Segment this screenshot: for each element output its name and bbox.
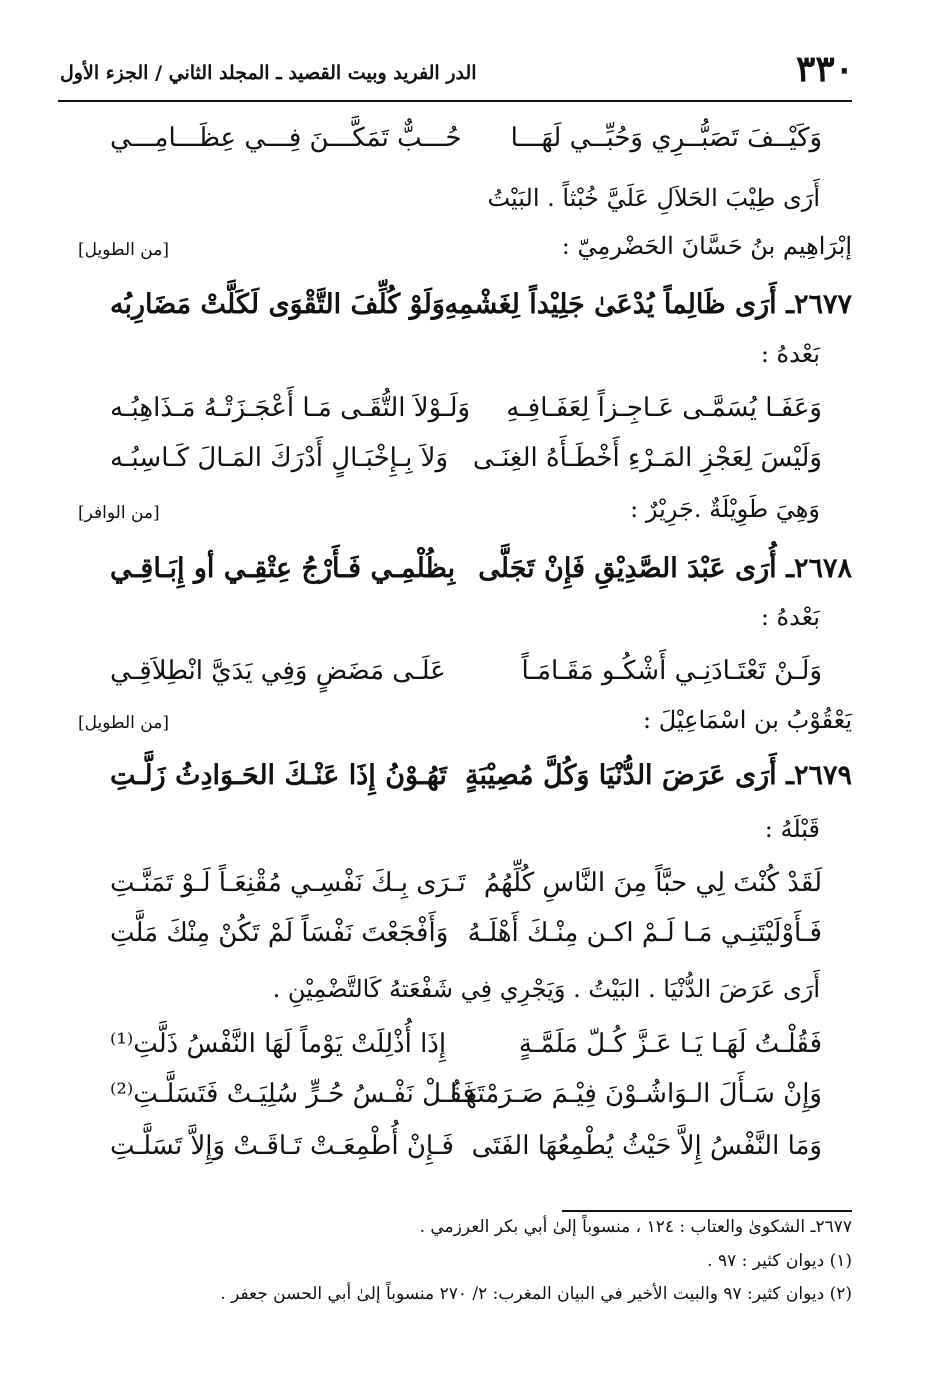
header-rule [58,100,852,102]
second-hemistich: تَهُـوْنُ إِذَا عَنْـكَ الحَـوَادِثُ زَلَّـتِ [110,760,447,791]
first-hemistich: وَعَفَـا يُسَمَّـى عَـاجِـزاً لِعَفَـافِـهِ [506,393,822,423]
first-hemistich: وَلَـنْ تَعْتَـادَنِـي أَشْكُـو مَقَـامَـاً [521,656,822,686]
first-hemistich: وَلَيْسَ لِعَجْزِ المَـرْءِ أَخْطَـأَهُ الغِنَـى [472,443,822,473]
second-hemistich: إِذَا أُذْلِلَتْ يَوْماً لَهَا النَّفْسُ ذَلَّتِ⁽¹⁾ [110,1029,447,1059]
prose-line: وَهِيَ طَوِيْلَةٌ .جَرِيْرٌ : [630,495,820,523]
page-header [60,48,854,96]
footnote-rule [562,1210,852,1212]
first-hemistich: ٢٦٧٧ـ أَرَى ظَالِماً يُدْعَىٰ جَلِيْداً لِغَشْمِهِ [444,289,852,320]
footnote: ٢٦٧٧ـ الشكوىٰ والعتاب : ١٢٤ ، منسوباً إلىٰ أبي بكر العرزمي . [419,1217,852,1237]
second-hemistich: وَلَـوْلاَ التُّقَـى مَـا أَعْجَـزَتْـهُ مَـذَاهِبُـه [110,393,471,423]
page-number: ٣٣٠ [795,48,854,90]
first-hemistich: ٢٦٧٨ـ أُرَى عَبْدَ الصَّدِيْقِ فَإِنْ تَجَلَّى [478,553,852,584]
second-hemistich: حُـــبٌّ تَمَكَّـــنَ فِـــي عِظَـــامِـــي [110,123,462,153]
second-hemistich: وَأَفْجَعْتَ نَفْسَاً لَمْ تَكُنْ مِنْكَ مَلَّتِ [110,918,449,948]
prose-line: أَرَى عَرَضَ الدُّنْيَا . البَيْتُ . وَيَجْرِي فِي شَفْعَتهُ كَالتَّضْمِيْنِ . [272,975,820,1003]
prose-line: أَرَى طِيْبَ الحَلاَلِ عَلَيَّ خُبْثاً . البَيْتُ [487,184,820,212]
first-hemistich: وَكَيْــفَ تَصَبُّــرِي وَحُبِّــي لَهَـــا [510,123,822,153]
first-hemistich: ٢٦٧٩ـ أَرَى عَرَضَ الدُّنْيَا وَكُلَّ مُصِيْبَةٍ [464,760,852,791]
first-hemistich: لَقَدْ كُنْتَ لِي حبَّاً مِنَ النَّاسِ كُلِّهُمُ [483,868,822,898]
meter-label: [من الطويل] [78,240,169,260]
second-hemistich: وَلاَ بِـإِخْبَـالٍ أَدْرَكَ المَـالَ كَـاسِبُـه [110,443,449,473]
prose-line: قَبْلَهُ : [764,815,820,843]
first-hemistich: وَمَا النَّفْسُ إِلاَّ حَيْثُ يُطْمِعُهَا الفَتَى [471,1131,822,1161]
meter-label: [من الوافر] [78,503,160,523]
second-hemistich: عَلَـى مَضَضٍ وَفِي يَدَيَّ انْطِلاَقِـي [110,656,446,686]
first-hemistich: فَـأَوْلَيْتَنِـي مَـا لَـمْ اكـن مِنْـكَ أَهْلَـهُ [467,918,822,948]
second-hemistich: فَقُـلْ نَفْـسُ حُـرٍّ سُلِيَـتْ فَتَسَلَّـتِ⁽²⁾ [110,1079,475,1109]
prose-line: بَعْدهُ : [760,340,820,368]
footnote: (٢) ديوان كثير: ٩٧ والبيت الأخير في البيان المغرب: ٢/ ٢٧٠ منسوباً إلىٰ أبي الحسن جعفر . [220,1284,852,1304]
poet-line: يَعْقُوْبُ بن اسْمَاعِيْلَ : [642,706,852,734]
prose-line: بَعْدهُ : [760,603,820,631]
second-hemistich: وَلَوْ كُلِّفَ التَّقْوَى لَكَلَّتْ مَضَارِبُه [110,289,445,320]
running-title: الدر الفريد وبيت القصيد ـ المجلد الثاني / الجزء الأول [60,62,477,84]
footnote: (١) ديوان كثير : ٩٧ . [707,1251,852,1271]
second-hemistich: تَـرَى بِـكَ نَفْسِـي مُقْنِعَـاً لَـوْ تَمَنَّـتِ [110,868,466,898]
first-hemistich: فَقُلْـتُ لَهَـا يَـا عَـزَّ كُـلّ مَلَمَّـةٍ [518,1029,822,1059]
first-hemistich: وَإِنْ سَـأَلَ الـوَاشُـوْنَ فِيْـمَ صَـرَمْتَهَـا [449,1079,822,1109]
second-hemistich: بِظُلْمِـي فَـأَرْجُ عِتْقِـي أو إِبَـاقِـي [110,553,456,584]
poet-line: إبْرَاهِيم بنُ حَسَّانَ الحَضْرمِيّ : [561,232,852,260]
second-hemistich: فَـإِنْ أُطْمِعَـتْ تَـاقَـتْ وَإِلاَّ تَسَلَّـتِ [110,1131,454,1161]
meter-label: [من الطويل] [78,713,169,733]
